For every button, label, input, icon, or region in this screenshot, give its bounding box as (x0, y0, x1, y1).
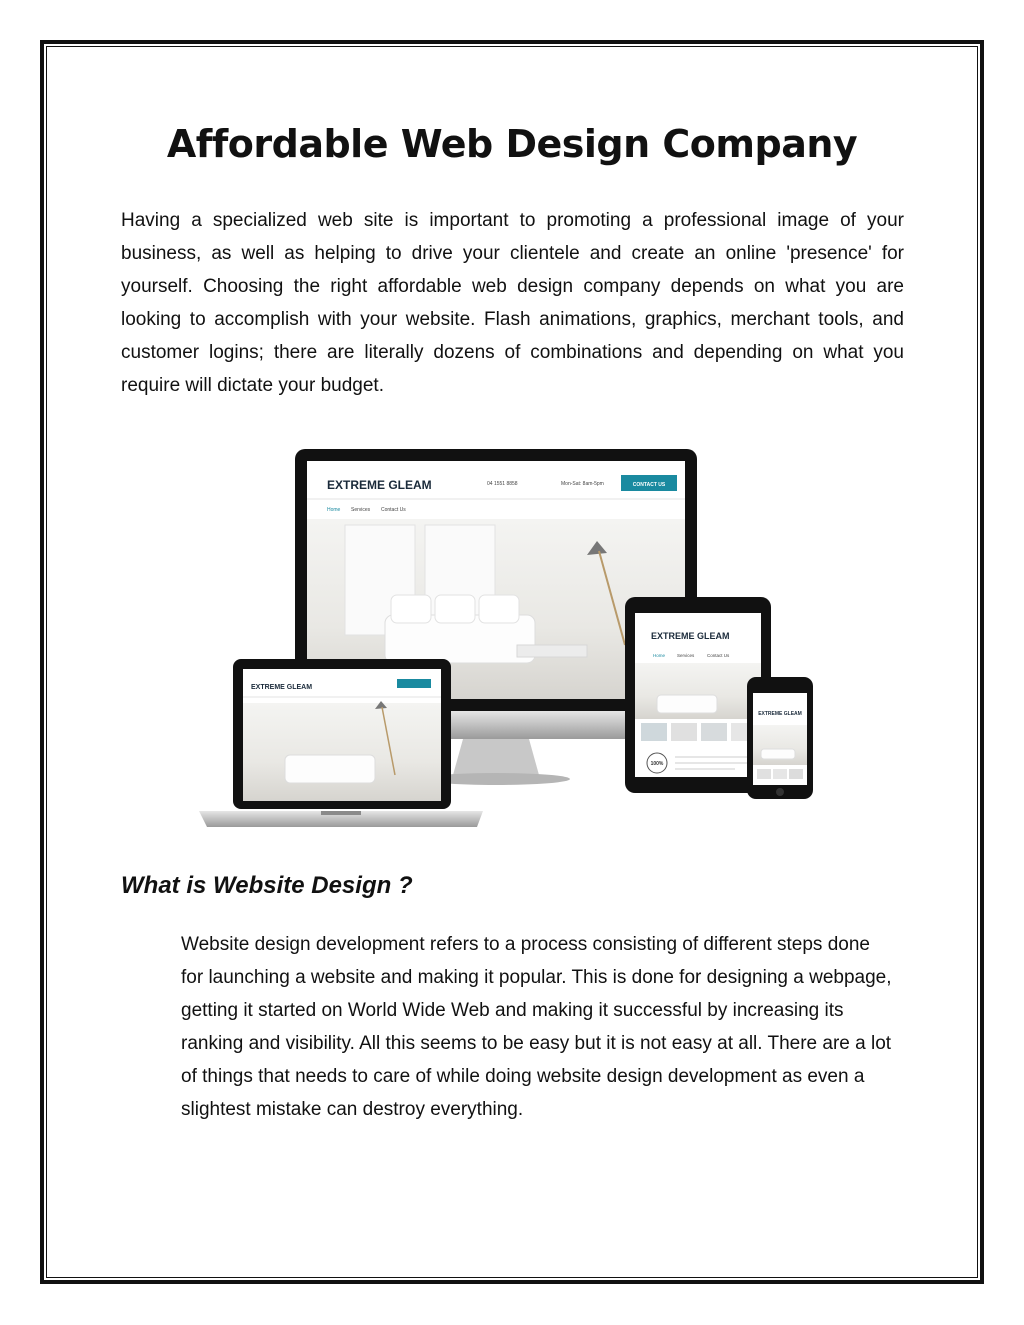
tablet-badge: 100% (650, 761, 664, 767)
laptop (199, 659, 483, 827)
tablet-brand: EXTREME GLEAM (651, 631, 730, 641)
phone-brand: EXTREME GLEAM (758, 711, 802, 717)
monitor-nav-services: Services (351, 507, 371, 513)
monitor-phone: 04 1551 8858 (487, 481, 518, 487)
tablet-nav-contact: Contact Us (707, 653, 730, 658)
tablet-nav-services: Services (677, 653, 695, 658)
responsive-devices-illustration (195, 445, 835, 835)
intro-paragraph: Having a specialized web site is important to promoting a professional image of your business, as well as helping to drive your clientele and create an online 'presence' for yourself. Choosing the right affordable web design company depends on what you are looking to accomplish with your website. Flash animations, graphics, merchant tools, and customer logins; there are literally dozens of combinations and depending on what you require will dictate your budget. (121, 210, 904, 396)
monitor-nav-contact: Contact Us (381, 507, 406, 513)
section-body: Website design development refers to a process consisting of different steps done for launching a website and making it popular. This is done for designing a webpage, getting it started on World Wide Web and making it successful by increasing its ranking and visibility. All this seems to be easy but it is not easy at all. There are a lot of things that needs to care of while doing website design development as even a slightest mistake can destroy everything. (181, 934, 892, 1120)
page-title: Affordable Web Design Company (166, 122, 858, 166)
monitor-cta: CONTACT US (632, 482, 666, 488)
monitor-hours: Mon-Sat: 8am-5pm (561, 481, 604, 487)
laptop-brand: EXTREME GLEAM (251, 684, 313, 691)
phone (747, 677, 813, 799)
monitor-brand: EXTREME GLEAM (327, 478, 432, 492)
monitor-nav-home: Home (327, 507, 341, 513)
tablet-nav-home: Home (653, 653, 666, 658)
section-heading: What is Website Design ? (121, 872, 413, 899)
